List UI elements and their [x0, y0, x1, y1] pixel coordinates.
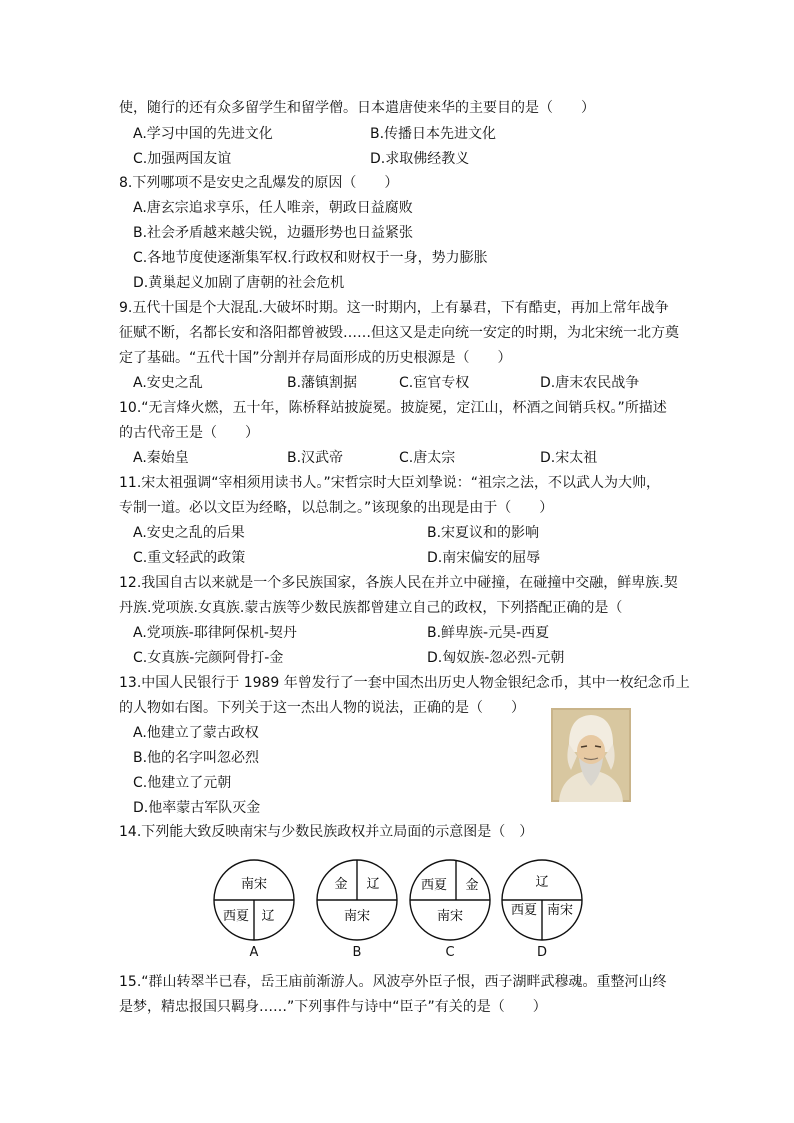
- q11-option-c: C.重文轻武的政策: [133, 550, 246, 566]
- q9-option-d: D.唐末农民战争: [540, 375, 640, 391]
- q12-option-a: A.党项族-耶律阿保机-契丹: [133, 625, 297, 641]
- q8-option-a: A.唐玄宗追求享乐，任人唯亲，朝政日益腐败: [133, 200, 413, 216]
- q7-option-a: A.学习中国的先进文化: [133, 126, 273, 142]
- q10-option-d: D.宋太祖: [540, 450, 598, 466]
- q14-diagram-b: [315, 858, 399, 942]
- q9-stem-line2: 征赋不断，名都长安和洛阳都曾被毁……但这又是走向统一安定的时期，为北宋统一北方奠: [119, 325, 679, 341]
- q8-option-d: D.黄巢起义加剧了唐朝的社会危机: [133, 275, 345, 291]
- q9-option-a: A.安史之乱: [133, 375, 203, 391]
- q8-stem: 8.下列哪项不是安史之乱爆发的原因（ ）: [119, 175, 399, 191]
- q14-d-bottom-right-label: 南宋: [546, 903, 574, 918]
- q13-option-c: C.他建立了元朝: [133, 775, 232, 791]
- q13-option-b: B.他的名字叫忽必烈: [133, 750, 260, 766]
- q11-option-a: A.安史之乱的后果: [133, 525, 245, 541]
- q8-option-c: C.各地节度使逐渐集军权.行政权和财权于一身，势力膨胀: [133, 250, 488, 266]
- q7-stem-continued: 使，随行的还有众多留学生和留学僧。日本遣唐使来华的主要目的是（ ）: [119, 100, 595, 116]
- q11-option-d: D.南宋偏安的屈辱: [427, 550, 541, 566]
- q11-stem-line2: 专制一道。必以文臣为经略，以总制之。”该现象的出现是由于（ ）: [119, 500, 554, 516]
- q14-c-bottom-label: 南宋: [436, 909, 464, 924]
- q14-b-bottom-label: 南宋: [343, 909, 371, 924]
- q12-stem-line1: 12.我国自古以来就是一个多民族国家，各族人民在并立中碰撞，在碰撞中交融，鲜卑族.契: [119, 575, 678, 591]
- q11-option-b: B.宋夏议和的影响: [427, 525, 540, 541]
- q15-stem-line2: 是梦，精忠报国只羁身……”下列事件与诗中“臣子”有关的是（ ）: [119, 999, 547, 1015]
- q15-stem-line1: 15.“群山转翠半已春，岳王庙前渐游人。风波亭外臣子恨，西子湖畔武穆魂。重整河山终: [119, 974, 667, 990]
- q13-option-a: A.他建立了蒙古政权: [133, 725, 259, 741]
- q13-stem-line1: 13.中国人民银行于 1989 年曾发行了一套中国杰出历史人物金银纪念币，其中一枚纪念币上: [119, 675, 690, 691]
- q10-option-a: A.秦始皇: [133, 450, 189, 466]
- q9-option-c: C.宦官专权: [399, 375, 470, 391]
- q10-option-b: B.汉武帝: [287, 450, 344, 466]
- q14-label-b: B: [352, 945, 362, 960]
- q13-option-d: D.他率蒙古军队灭金: [133, 800, 261, 816]
- q11-stem-line1: 11.宋太祖强调“宰相须用读书人。”宋哲宗时大臣刘挚说：“祖宗之法，不以武人为大帅，: [119, 475, 661, 491]
- q14-a-bottom-right-label: 辽: [261, 909, 275, 924]
- genghis-khan-portrait: [551, 708, 631, 802]
- q14-diagram-c: [408, 858, 492, 942]
- q13-stem-line2: 的人物如右图。下列关于这一杰出人物的说法，正确的是（ ）: [119, 700, 525, 716]
- q12-option-b: B.鲜卑族-元昊-西夏: [427, 625, 550, 641]
- q14-a-top-label: 南宋: [240, 877, 268, 892]
- q7-option-b: B.传播日本先进文化: [370, 126, 497, 142]
- q14-c-top-right-label: 金: [465, 878, 479, 893]
- q14-a-bottom-left-label: 西夏: [222, 909, 250, 924]
- q8-option-b: B.社会矛盾越来越尖锐，边疆形势也日益紧张: [133, 225, 414, 241]
- q10-stem-line2: 的古代帝王是（ ）: [119, 425, 259, 441]
- q12-option-c: C.女真族-完颜阿骨打-金: [133, 650, 284, 666]
- q14-diagram-a: [212, 858, 296, 942]
- q14-stem: 14.下列能大致反映南宋与少数民族政权并立局面的示意图是（ ）: [119, 824, 534, 840]
- q14-d-bottom-left-label: 西夏: [510, 903, 538, 918]
- q14-diagram-d: [500, 858, 584, 942]
- q7-option-c: C.加强两国友谊: [133, 151, 232, 167]
- q14-b-top-right-label: 辽: [366, 877, 380, 892]
- q12-option-d: D.匈奴族-忽必烈-元朝: [427, 650, 565, 666]
- q9-option-b: B.藩镇割据: [287, 375, 358, 391]
- q7-option-d: D.求取佛经教义: [370, 151, 470, 167]
- q10-option-c: C.唐太宗: [399, 450, 456, 466]
- q14-d-top-label: 辽: [535, 875, 549, 890]
- q9-stem-line1: 9.五代十国是个大混乱.大破坏时期。这一时期内，上有暴君，下有酷吏，再加上常年战争: [119, 300, 669, 316]
- q9-stem-line3: 定了基础。“五代十国”分割并存局面形成的历史根源是（ ）: [119, 350, 512, 366]
- q14-label-a: A: [249, 945, 259, 960]
- q14-label-d: D: [536, 945, 547, 960]
- q14-b-top-left-label: 金: [334, 877, 348, 892]
- q14-c-top-left-label: 西夏: [420, 878, 448, 893]
- q14-label-c: C: [445, 945, 455, 960]
- q12-stem-line2: 丹族.党项族.女真族.蒙古族等少数民族都曾建立自己的政权，下列搭配正确的是（: [119, 600, 623, 616]
- q10-stem-line1: 10.“无言烽火燃，五十年，陈桥释站披旋冕。披旋冕，定江山，杯酒之间销兵权。”所描述: [119, 400, 667, 416]
